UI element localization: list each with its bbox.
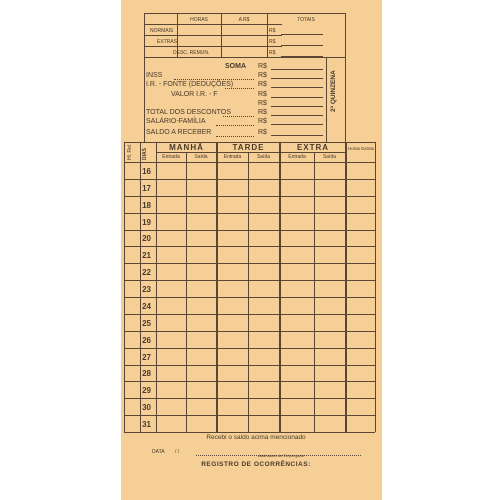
day-number: 20 xyxy=(142,234,151,243)
summary-saldo-receber: SALDO A RECEBER xyxy=(146,129,212,136)
tarde-saida: Saída xyxy=(256,154,271,160)
received-text: Recebi o saldo acima mencionado xyxy=(206,434,306,441)
day-number: 19 xyxy=(142,218,151,227)
row-extras: EXTRAS xyxy=(157,39,178,45)
day-row-divider xyxy=(124,280,375,281)
rs-desc: R$ xyxy=(269,50,276,56)
summary-ir-fonte: I.R. - FONTE (DEDUÇÕES) xyxy=(146,81,234,88)
quinzena-label: 2ª QUINZENA xyxy=(330,70,337,112)
day-row-divider xyxy=(124,230,375,231)
row-desc-remun: DESC. REMUN. xyxy=(173,50,210,56)
manha-entrada: Entrada xyxy=(162,154,180,160)
horas-extras-label: Horas Extras xyxy=(347,146,374,151)
hl-rel-label: Hl. Rel. xyxy=(127,143,133,160)
day-number: 23 xyxy=(142,285,151,294)
day-row-divider xyxy=(124,179,375,180)
day-row-divider xyxy=(124,381,375,382)
dias-label: DIAS xyxy=(142,148,148,160)
rs-soma: R$ xyxy=(258,63,267,70)
day-number: 16 xyxy=(142,167,151,176)
day-number: 22 xyxy=(142,268,151,277)
row-normais: NORMAIS xyxy=(150,28,174,34)
day-row-divider xyxy=(124,331,375,332)
header-totais: TOTAIS xyxy=(297,17,315,23)
extra-saida: Saída xyxy=(322,154,337,160)
summary-inss: INSS xyxy=(146,72,163,79)
day-number: 21 xyxy=(142,251,151,260)
period-manha: MANHÃ xyxy=(169,143,204,152)
header-horas: HORAS xyxy=(190,17,208,23)
summary-valor-ir: VALOR I.R. - F xyxy=(171,91,218,98)
summary-total-descontos: TOTAL DOS DESCONTOS xyxy=(146,109,231,116)
day-number: 28 xyxy=(142,369,151,378)
rs-saldo: R$ xyxy=(258,129,267,136)
day-row-divider xyxy=(124,213,375,214)
day-number: 24 xyxy=(142,302,151,311)
date-slashes[interactable]: / / xyxy=(175,449,180,455)
registro-label: REGISTRO DE OCORRÊNCIAS: xyxy=(201,461,311,468)
tarde-entrada: Entrada xyxy=(223,154,242,160)
rs-inss: R$ xyxy=(258,72,267,79)
day-row-divider xyxy=(124,297,375,298)
rs-blank-1: R$ xyxy=(258,100,267,107)
timecard xyxy=(121,0,382,500)
day-number: 18 xyxy=(142,201,151,210)
day-number: 31 xyxy=(142,420,151,429)
day-row-divider xyxy=(124,398,375,399)
signature-caption: Assinatura do Empregado xyxy=(257,453,305,458)
rs-salario-familia: R$ xyxy=(258,118,267,125)
summary-salario-familia: SALÁRIO-FAMÍLIA xyxy=(146,118,206,125)
day-row-divider xyxy=(124,365,375,366)
day-row-divider xyxy=(124,263,375,264)
rs-normais: R$ xyxy=(269,28,276,34)
soma-label: SOMA xyxy=(225,63,246,70)
day-number: 26 xyxy=(142,336,151,345)
period-extra: EXTRA xyxy=(296,143,330,152)
day-number: 17 xyxy=(142,184,151,193)
rs-total-descontos: R$ xyxy=(258,109,267,116)
period-tarde: TARDE xyxy=(232,143,265,152)
day-row-divider xyxy=(124,348,375,349)
header-a-rs: A R$ xyxy=(238,17,250,23)
day-row-divider xyxy=(124,246,375,247)
day-number: 25 xyxy=(142,319,151,328)
extra-entrada: Entrada xyxy=(288,154,306,160)
rs-valor-ir: R$ xyxy=(258,91,267,98)
manha-saida: Saída xyxy=(194,154,208,160)
day-number: 30 xyxy=(142,403,151,412)
day-row-divider xyxy=(124,415,375,416)
day-row-divider xyxy=(124,196,375,197)
day-number: 29 xyxy=(142,386,151,395)
rs-extras: R$ xyxy=(269,39,276,45)
day-row-divider xyxy=(124,314,375,315)
day-number: 27 xyxy=(142,353,151,362)
data-label: DATA xyxy=(152,449,165,455)
rs-ir-fonte: R$ xyxy=(258,81,267,88)
